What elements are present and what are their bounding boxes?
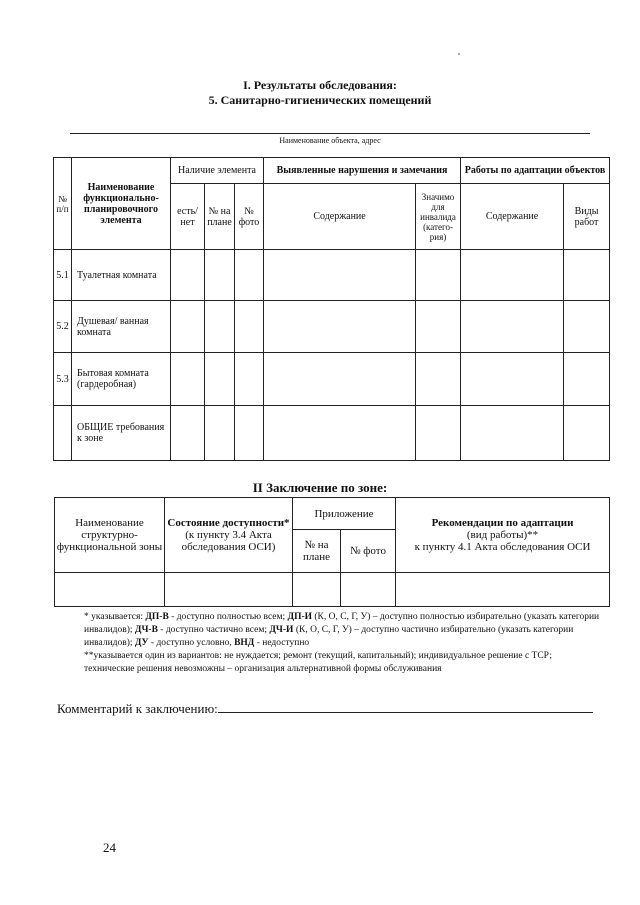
footnote-work-types: **указывается один из вариантов: не нуждается; ремонт (текущий, капитальный); индивидуальное решение с ТСР; технические решения невозможны – организация альтернативной формы обслуживания	[84, 651, 552, 674]
cell	[416, 353, 461, 406]
cell	[461, 250, 564, 301]
row-element-name: Туалетная комната	[72, 250, 171, 301]
cell	[264, 301, 416, 353]
reco-title: Рекомендации по адаптации	[431, 517, 574, 529]
comment-field[interactable]	[218, 700, 593, 713]
state-note: (к пункту 3.4 Акта обследования ОСИ)	[181, 529, 276, 553]
col-plan-no-header: № на плане	[293, 530, 341, 573]
col-exists-header: есть/ нет	[171, 184, 205, 250]
table-row	[55, 573, 610, 607]
row-num: 5.1	[54, 250, 72, 301]
section-subtitle: 5. Санитарно-гигиенических помещений	[208, 93, 432, 107]
cell	[165, 573, 293, 607]
col-element-header: Наименование функционально-планировочного элемента	[72, 158, 171, 250]
row-num: 5.2	[54, 301, 72, 353]
cell	[416, 301, 461, 353]
table-row	[54, 406, 610, 461]
cell	[564, 353, 610, 406]
cell	[235, 406, 264, 461]
cell	[205, 353, 235, 406]
cell	[461, 301, 564, 353]
cell	[564, 301, 610, 353]
cell	[461, 406, 564, 461]
cell	[205, 406, 235, 461]
col-state-header	[165, 498, 293, 573]
table-row	[54, 353, 610, 406]
cell	[264, 250, 416, 301]
reco-note-1: (вид работы)**	[466, 529, 539, 541]
cell	[461, 353, 564, 406]
cell	[235, 353, 264, 406]
cell	[264, 353, 416, 406]
cell	[235, 301, 264, 353]
cell	[205, 301, 235, 353]
cell	[171, 353, 205, 406]
col-plan-no-header: № на плане	[205, 184, 235, 250]
address-line	[70, 133, 590, 134]
col-zone-name-header: Наименование структурно-функциональной зоны	[55, 498, 165, 573]
group-violations-header: Выявленные нарушения и замечания	[264, 158, 461, 184]
col-num-header: № п/п	[54, 158, 72, 250]
cell	[564, 250, 610, 301]
col-works-types-header: Виды работ	[564, 184, 610, 250]
table-row	[54, 301, 610, 353]
group-presence-header: Наличие элемента	[171, 158, 264, 184]
cell	[205, 250, 235, 301]
cell	[171, 250, 205, 301]
cell	[171, 301, 205, 353]
col-appendix-header: Приложение	[293, 498, 396, 530]
survey-table	[53, 157, 610, 461]
row-element-name: ОБЩИЕ требования к зоне	[72, 406, 171, 461]
cell	[264, 406, 416, 461]
row-num: 5.3	[54, 353, 72, 406]
row-num	[54, 406, 72, 461]
cell	[564, 406, 610, 461]
address-caption: Наименование объекта, адрес	[279, 136, 381, 145]
footnotes	[60, 611, 600, 676]
conclusion-title: II Заключение по зоне:	[252, 480, 388, 495]
state-title: Состояние доступности*	[167, 517, 290, 529]
cell	[55, 573, 165, 607]
section-title: I. Результаты обследования:	[243, 78, 397, 92]
cell	[396, 573, 610, 607]
col-significant-header: Значимо для инвалида (катего-рия)	[416, 184, 461, 250]
col-violation-content-header: Содержание	[264, 184, 416, 250]
cell	[416, 406, 461, 461]
cell	[235, 250, 264, 301]
col-reco-header	[396, 498, 610, 573]
col-photo-no-header: № фото	[341, 530, 396, 573]
row-element-name: Бытовая комната (гардеробная)	[72, 353, 171, 406]
page-number: 24	[103, 840, 116, 855]
group-works-header: Работы по адаптации объектов	[461, 158, 610, 184]
row-element-name: Душевая/ ванная комната	[72, 301, 171, 353]
cell	[341, 573, 396, 607]
comment-label: Комментарий к заключению:	[57, 701, 218, 716]
scan-speck	[458, 53, 460, 55]
cell	[293, 573, 341, 607]
footnote-availability: * указывается: ДП-В - доступно полностью всем; ДП-И (К, О, С, Г, У) – доступно полностью избирательно (указать категории инвалидов); ДЧ-В - доступно частично всем; ДЧ-И (К, О, С, Г, У) – доступно частично избирательно (указать категории инвалидов); ДУ - доступно условно, ВНД - недоступно	[84, 612, 600, 648]
col-photo-no-header: № фото	[235, 184, 264, 250]
cell	[416, 250, 461, 301]
conclusion-table	[54, 497, 610, 607]
col-works-content-header: Содержание	[461, 184, 564, 250]
cell	[171, 406, 205, 461]
comment-line	[57, 700, 597, 717]
table-row	[54, 250, 610, 301]
reco-note-2: к пункту 4.1 Акта обследования ОСИ	[414, 541, 591, 553]
